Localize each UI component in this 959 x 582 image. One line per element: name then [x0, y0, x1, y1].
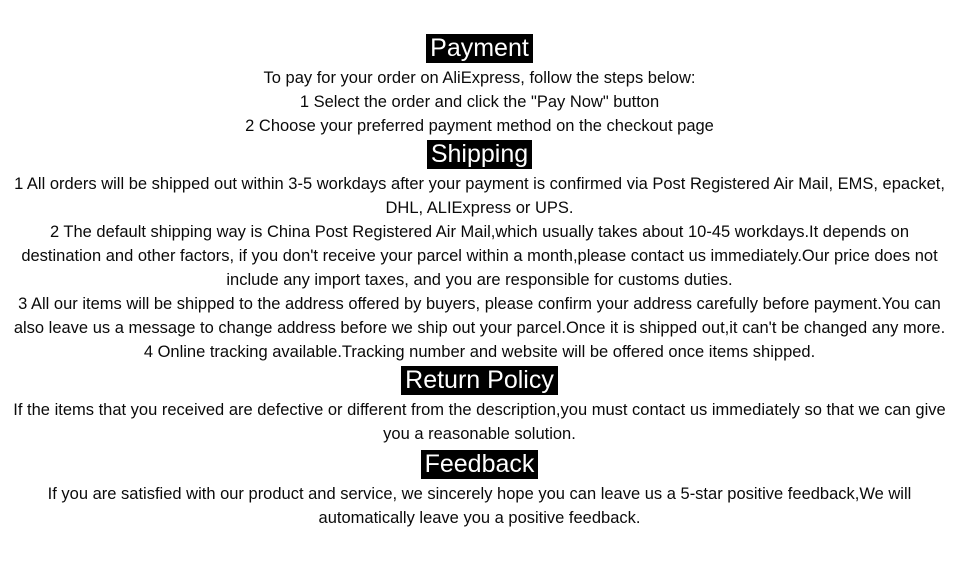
section-shipping	[10, 140, 949, 364]
payment-heading-wrap	[10, 34, 949, 66]
shipping-item-1: 1 All orders will be shipped out within 3-5 workdays after your payment is confirmed via Post Registered Air Mail, EMS, epacket, DHL, ALIExpress or UPS.	[14, 175, 945, 217]
section-payment	[10, 34, 949, 138]
shipping-heading: Shipping	[427, 140, 532, 169]
payment-line-3: 2 Choose your preferred payment method on the checkout page	[245, 117, 714, 135]
feedback-text: If you are satisfied with our product and service, we sincerely hope you can leave us a 5-star positive feedback,We will automatically leave you a positive feedback.	[47, 485, 912, 527]
payment-heading: Payment	[426, 34, 533, 63]
return-policy-heading-wrap	[10, 366, 949, 398]
feedback-heading: Feedback	[421, 450, 539, 479]
return-policy-heading: Return Policy	[401, 366, 558, 395]
shipping-item-2: 2 The default shipping way is China Post Registered Air Mail,which usually takes about 10-45 workdays.It depends on destination and other factors, if you don't receive your parcel within a month,please contact us immediately.Our price does not include any import taxes, and you are responsible for customs duties.	[21, 223, 938, 289]
return-policy-text: If the items that you received are defective or different from the description,you must contact us immediately so that we can give you a reasonable solution.	[13, 401, 946, 443]
payment-line-1: To pay for your order on AliExpress, follow the steps below:	[263, 69, 696, 87]
shipping-heading-wrap	[10, 140, 949, 172]
feedback-heading-wrap	[10, 450, 949, 482]
payment-line-2: 1 Select the order and click the "Pay Now" button	[299, 93, 660, 111]
section-feedback	[10, 450, 949, 530]
shipping-item-3: 3 All our items will be shipped to the address offered by buyers, please confirm your address carefully before payment.You can also leave us a message to change address before we ship out your parcel.Once it is shipped out,it can't be changed any more.	[13, 295, 946, 337]
section-return-policy	[10, 366, 949, 446]
shipping-item-4: 4 Online tracking available.Tracking number and website will be offered once items shipped.	[143, 343, 816, 361]
